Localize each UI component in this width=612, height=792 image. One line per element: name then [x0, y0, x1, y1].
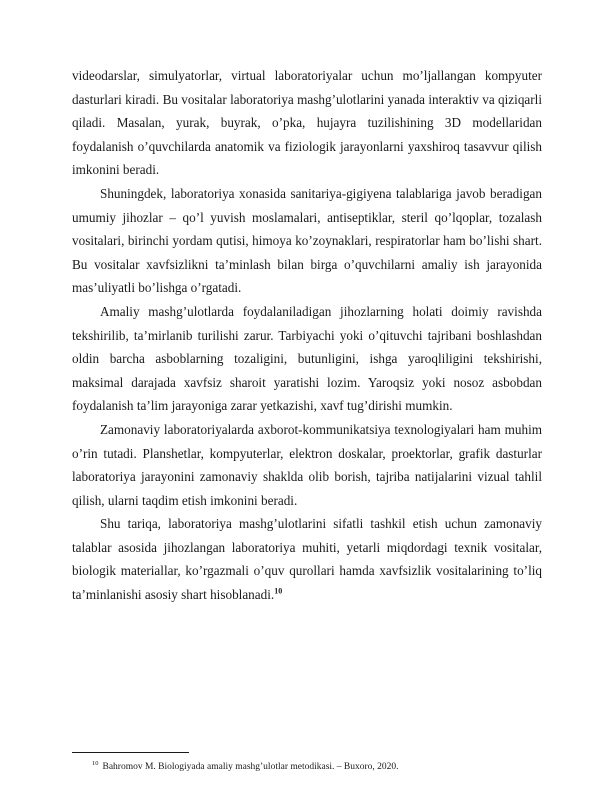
paragraph-4: Zamonaviy laboratoriyalarda axborot-kommunikatsiya texnologiyalari ham muhim o’rin tutadi. Planshetlar, kompyuterlar, elektron doskalar, proektorlar, grafik dasturlar laboratoriya jarayonini zamonaviy shaklda olib borish, tajriba natijalarini vizual tahlil qilish, ularni taqdim etish imkonini beradi.: [72, 421, 542, 508]
paragraph-2: Shuningdek, laboratoriya xonasida sanitariya-gigiyena talablariga javob beradigan umumiy jihozlar – qo’l yuvish moslamalari, antiseptiklar, steril qo’lqoplar, tozalash vositalari, birinchi yordam qutisi, himoya ko’zoynaklari, respiratorlar ham bo’lishi shart. Bu vositalar xavfsizlikni ta’minlash bilan birga o’quvchilarni amaliy ish jarayonida mas’uliyatli bo’lishga o’rgatadi.: [72, 185, 542, 296]
paragraph-3: Amaliy mashg’ulotlarda foydalaniladigan jihozlarning holati doimiy ravishda tekshirilib, ta’mirlanib turilishi zarur. Tarbiyachi yoki o’qituvchi tajribani boshlashdan oldin barcha asboblarning tozaligini, butunligini, ishga yaroqliligini tekshirishi, maksimal darajada xavfsiz sharoit yaratishi lozim. Yaroqsiz yoki nosoz asbobdan foydalanish ta’lim jarayoniga zarar yetkazishi, xavf tug’dirishi mumkin.: [72, 303, 542, 414]
document-body: [72, 64, 542, 607]
footnote-number: 10: [92, 759, 99, 767]
paragraph-1: videodarslar, simulyatorlar, virtual laboratoriyalar uchun mo’ljallangan kompyuter dasturlari kiradi. Bu vositalar laboratoriya mashg’ulotlarini yanada interaktiv va qiziqarli qiladi. Masalan, yurak, buyrak, o’pka, hujayra tuzilishining 3D modellaridan foydalanish o’quvchilarda anatomik va fiziologik jarayonlarni yaxshiroq tasavvur qilish imkonini beradi.: [72, 68, 542, 178]
footnote-text: Bahromov M. Biologiyada amaliy mashg’ulotlar metodikasi. – Buxoro, 2020.: [102, 762, 399, 772]
footnote-reference[interactable]: 10: [274, 586, 283, 596]
footnote-divider: [72, 752, 189, 753]
footnote: [92, 761, 532, 773]
paragraph-5-text: Shu tariqa, laboratoriya mashg’ulotlarini sifatli tashkil etish uchun zamonaviy talablar asosida jihozlangan laboratoriya muhiti, yetarli miqdordagi texnik vositalar, biologik materiallar, ko’rgazmali o’quv qurollari hamda xavfsizlik vositalarining to’liq ta’minlanishi asosiy shart hisoblanadi.: [72, 516, 542, 603]
paragraph-5: [72, 512, 542, 606]
